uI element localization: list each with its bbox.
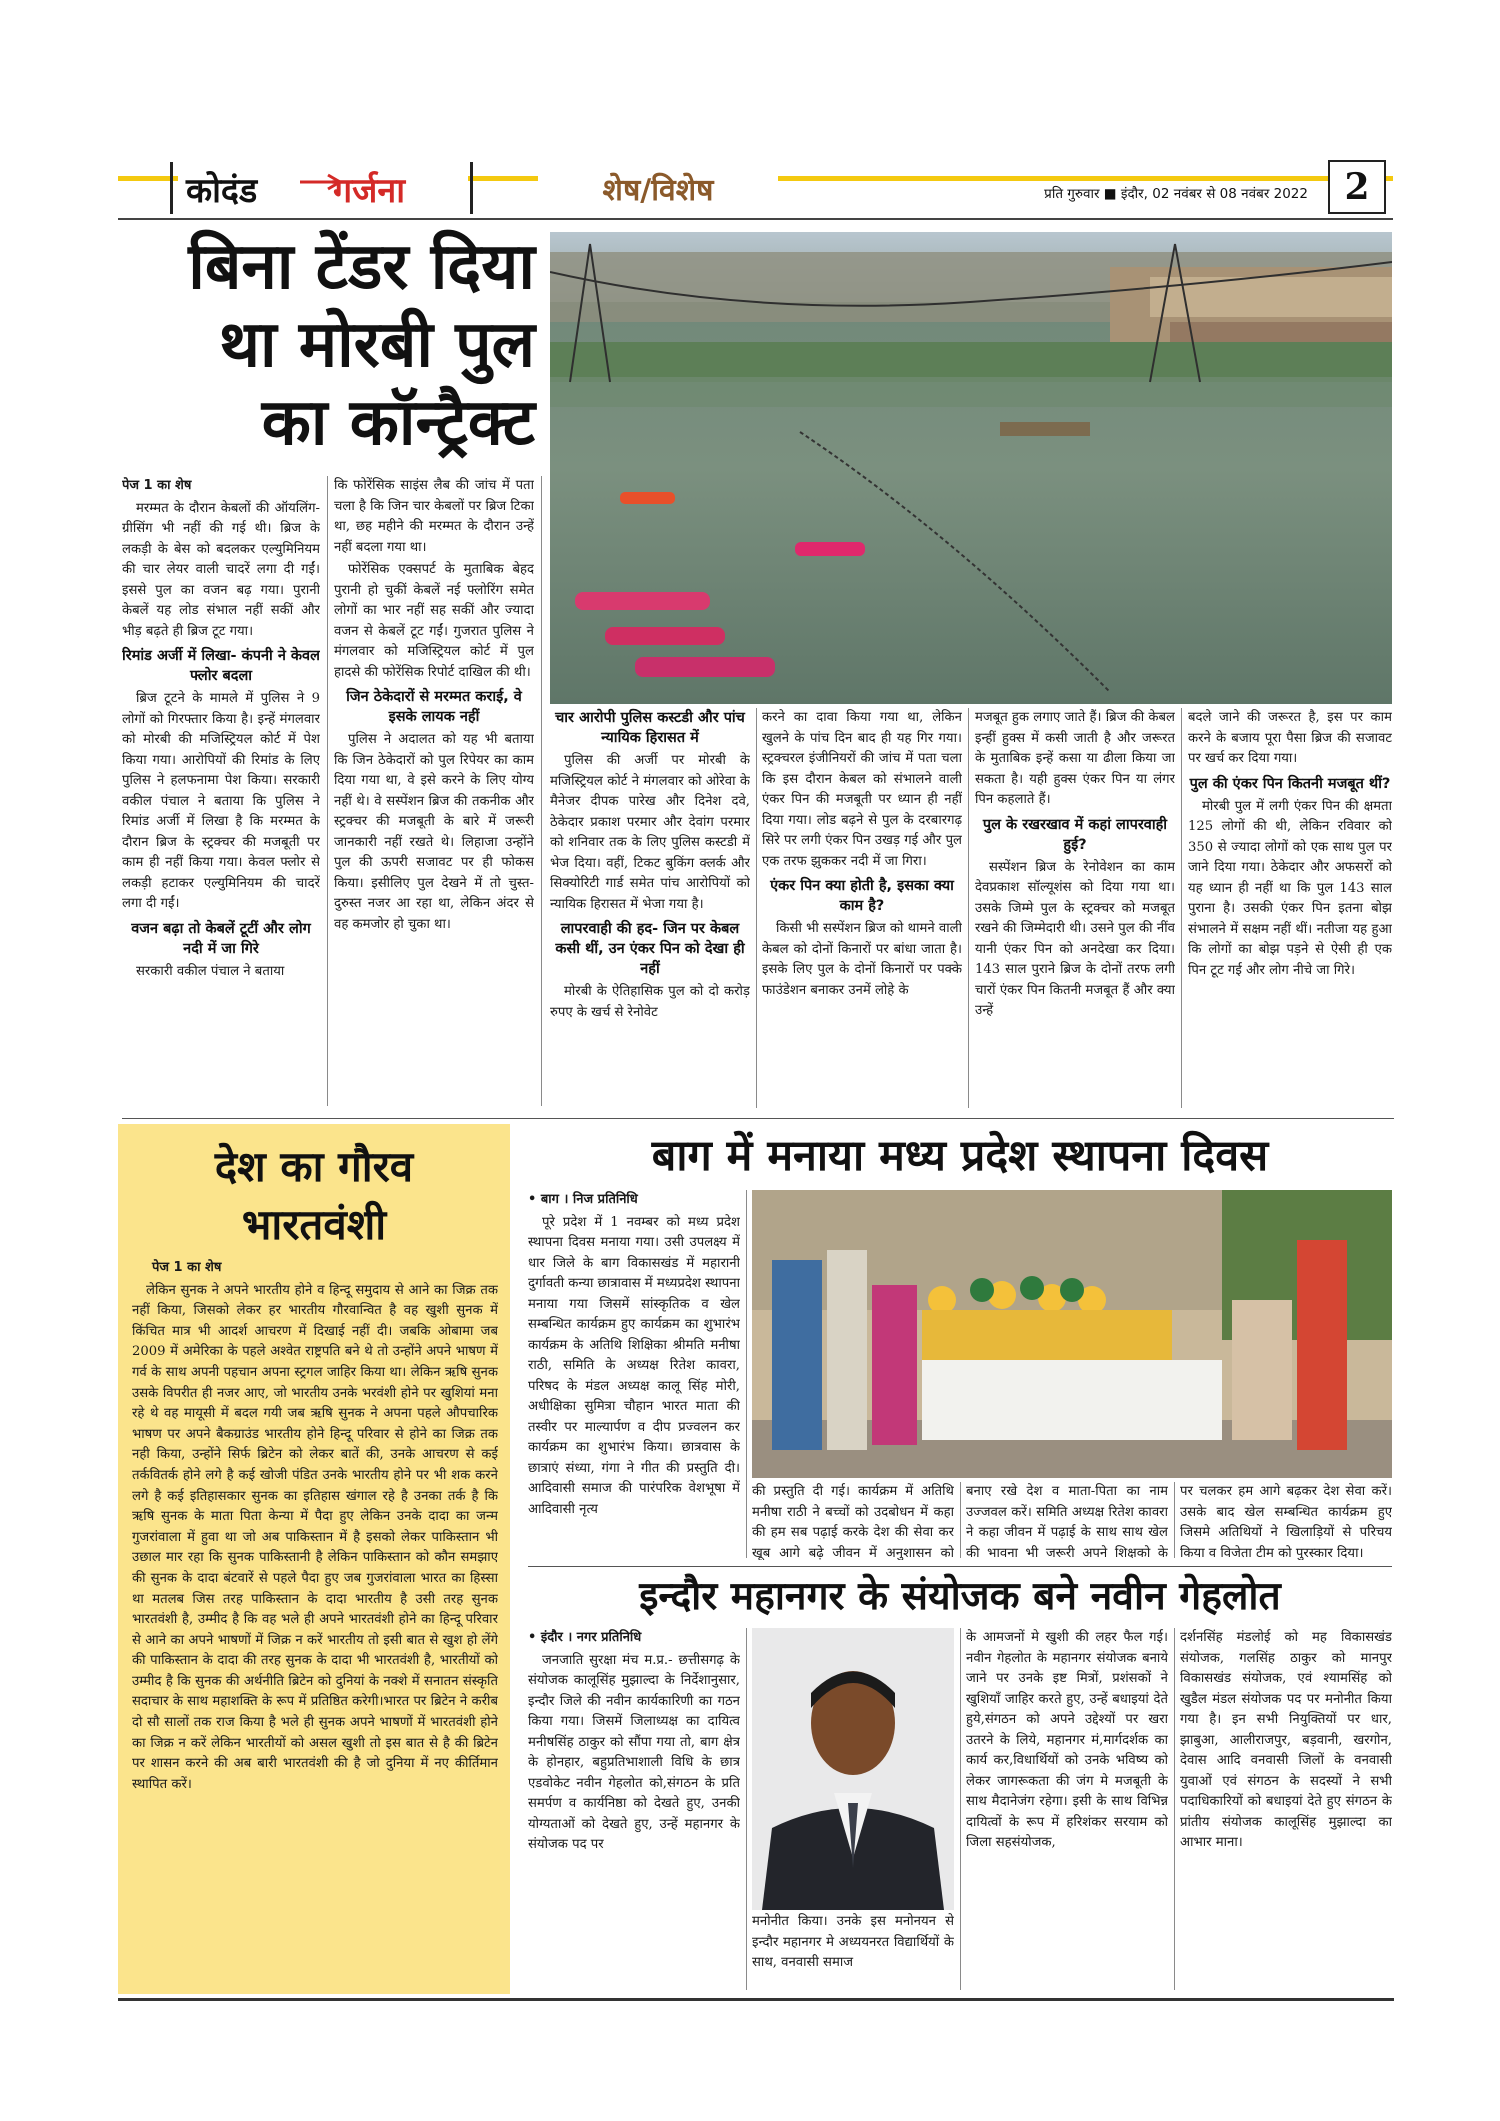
gaurav-kicker: पेज 1 का शेष [152,1260,222,1275]
bag-column-2 [752,1482,954,1560]
morbi-col5-para-1: मजबूत हुक लगाए जाते हैं। ब्रिज की केबल इन्हीं हुक्स में कसी जाती है और जरूरत के मुताबिक इन्हें कसा या ढीला किया जा सकता है। यही हुक्स एंकर पिन या लंगर पिन कहलाते हैं। [975,710,1175,807]
bag-col4-text: पर चलकर हम आगे बढ़कर देश सेवा करें। उसके बाद खेल सम्बन्धित कार्यक्रम हुए जिसमे अतिथियों ने खिलाड़ियों से परिचय किया व विजेता टीम को पुरस्कार दिया। [1180,1484,1392,1560]
masthead-bottom-rule [118,218,1393,220]
morbi-kicker: पेज 1 का शेष [122,478,192,493]
morbi-col2-para-3: पुलिस ने अदालत को यह भी बताया कि जिन ठेकेदारों को पुल रिपेयर का काम दिया गया था, वे इसे करने के लिए योग्य नहीं थे। वे सस्पेंशन ब्रिज की तकनीक और स्ट्रक्चर की मजबूती के बारे में जरूरी जानकारी नहीं रखते थे। लिहाजा उन्होंने पुल की ऊपरी सजावट पर ही फोकस किया। इसीलिए पुल देखने में तो चुस्त-दुरुस्त नजर आ रहा था, लेकिन अंदर से वह कमजोर हो चुका था। [334,732,534,932]
morbi-col6-para-1: बदले जाने की जरूरत है, इस पर काम करने के बजाय पूरा पैसा ब्रिज की सजावट पर खर्च कर दिया गया। [1188,710,1392,766]
morbi-col5-para-2: सस्पेंशन ब्रिज के रेनोवेशन का काम देवप्रकाश सॉल्यूशंस को दिया गया था। उसके जिम्मे पुल के स्ट्रक्चर को मजबूत रखने की जिम्मेदारी थी। उसने पुल की नींव यानी एंकर पिन को अनदेखा कर दिया। 143 साल पुराने ब्रिज के दोनों तरफ लगी चारों एंकर पिन कितनी मजबूत हैं और क्या उन्हें [975,859,1175,1018]
bag-bottom-rule [528,1566,1392,1567]
morbi-col4-para-1: करने का दावा किया गया था, लेकिन खुलने के पांच दिन बाद ही यह गिर गया। स्ट्रक्चरल इंजीनियरों की जांच में पता चला कि इस दौरान केबल को संभालने वाली एंकर पिन की मजबूती पर ध्यान ही नहीं दिया गया। लोड बढ़ने से पुल के दरबारगढ़ सिरे पर लगी एंकर पिन उखड़ गई और पुल एक तरफ झुककर नदी में जा गिरा। [762,710,962,869]
morbi-col2-para-2: फोरेंसिक एक्सपर्ट के मुताबिक बेहद पुरानी हो चुकीं केबलें नई फ्लोरिंग समेत लोगों का भार नहीं सह सकीं और ज्यादा वजन से केबलें टूट गईं। गुजरात पुलिस ने मंगलवार को मजिस्ट्रियल कोर्ट में पुल हादसे की फोरेंसिक रिपोर्ट दाखिल की थी। [334,562,534,680]
indore-column-2 [752,1912,954,1992]
gaurav-box [118,1124,510,1994]
morbi-column-4 [762,708,962,1114]
morbi-subhead-contractors: जिन ठेकेदारों से मरम्मत कराई, वे इसके लायक नहीं [346,689,522,725]
morbi-headline-line-3: का कॉन्ट्रैक्ट [261,385,535,460]
bag-col-rule-3 [1174,1482,1175,1558]
logo-divider-right [470,162,473,214]
morbi-subhead-custody: चार आरोपी पुलिस कस्टडी और पांच न्यायिक हिरासत में [555,710,745,746]
logo-text-right: गर्जना [333,171,406,211]
morbi-subhead-pin-strength: पुल की एंकर पिन कितनी मजबूत थीं? [1189,775,1391,792]
morbi-subhead-remand: रिमांड अर्जी में लिखा- कंपनी ने केवल फ्लोर बदला [122,648,320,684]
indore-byline: • इंदौर । नगर प्रतिनिधि [528,1630,642,1645]
morbi-col6-para-2: मोरबी पुल में लगी एंकर पिन की क्षमता 125 लोगों की थी, लेकिन रविवार को 350 से ज्यादा लोगों को एक साथ पुल पर जाने दिया गया। ठेकेदार और अफसरों को यह ध्यान ही नहीं था कि पुल 143 साल पुराना है। उसकी एंकर पिन इतना बोझ संभालने में सक्षम नहीं थीं। नतीजा यह हुआ कि लोगों का बोझ पड़ने से ऐसी ही एक पिन टूट गई और लोग नीचे जा गिरे। [1188,798,1392,978]
bag-headline: बाग में मनाया मध्य प्रदेश स्थापना दिवस [651,1131,1269,1181]
page-number-box [1328,160,1386,214]
morbi-subhead-maintenance: पुल के रखरखाव में कहां लापरवाही हुई? [982,816,1168,853]
section-title: शेष/विशेष [538,168,778,212]
dateline: प्रति गुरुवार ■ इंदौर, 02 नवंबर से 08 नवंबर 2022 [838,184,1308,206]
gaurav-headline-line-1: देश का गौरव [214,1142,414,1191]
masthead [118,160,1393,220]
logo-divider-left [170,162,173,214]
morbi-column-6 [1188,708,1392,1114]
naveen-gehlot-photo [752,1628,954,1910]
morbi-bottom-rule [122,1118,1394,1119]
indore-col4-text: दर्शनसिंह मंडलोई को मह विकासखंड संयोजक, गलसिंह ठाकुर को मानपुर विकासखंड संयोजक, एवं श्यामसिंह को खुडैल मंडल संयोजक पद पर मनोनीत किया गया है। इन सभी नियुक्तियों पर धार, झाबुआ, आलीराजपुर, बड़वानी, खरगोन, देवास आदि वनवासी जिलों के वनवासी युवाओं एवं संगठन के सदस्यों ने सभी पदाधिकारियों को बधाइयां देते हुए संगठन के प्रांतीय संयोजक कालूसिंह मुझाल्दा का आभार माना। [1180,1630,1392,1850]
bag-col-rule-1 [746,1190,747,1558]
bag-column-1 [528,1190,740,1560]
morbi-col-rule-1 [327,476,328,1106]
morbi-col-rule-2 [541,476,542,1106]
bag-byline: • बाग । निज प्रतिनिधि [528,1192,638,1207]
morbi-col-rule-3 [756,708,757,1108]
morbi-subhead-weight: वजन बढ़ा तो केबलें टूटीं और लोग नदी में जा गिरे [131,920,311,957]
bag-para-1: पूरे प्रदेश में 1 नवम्बर को मध्य प्रदेश स्थापना दिवस मनाया गया। उसी उपलक्ष्य में धार जिले के बाग विकासखंड में महारानी दुर्गावती कन्या छात्रावास में मध्यप्रदेश स्थापना मनाया गया जिसमें सांस्कृतिक व खेल सम्बन्धित कार्यक्रम हुए कार्यक्रम का शुभारंभ कार्यक्रम के अतिथि शिक्षिका श्रीमति मनीषा राठी, समिति के अध्यक्ष रितेश कावरा, परिषद के मंडल अध्यक्ष कालू सिंह मोरी, अधीक्षिका सुमित्रा चौहान भारत माता की तस्वीर पर माल्यार्पण व दीप प्रज्वलन कर कार्यक्रम का शुभारंभ किया। छात्रवास के छात्राएं संध्या, गंगा ने गीत की प्रस्तुति दी। आदिवासी समाज की पारंपरिक वेशभूषा में आदिवासी नृत्य [528,1214,740,1517]
bag-students-photo [752,1190,1392,1478]
gaurav-headline [118,1138,510,1258]
page-bottom-rule [118,1998,1394,2001]
morbi-col3-para-2: मोरबी के ऐतिहासिक पुल को दो करोड़ रुपए के खर्च से रेनोवेट [550,984,750,1020]
morbi-column-3 [550,708,750,1114]
morbi-headline-line-2: था मोरबी पुल [219,307,535,382]
gaurav-body [132,1258,498,1988]
morbi-col1-para-2: ब्रिज टूटने के मामले में पुलिस ने 9 लोगों को गिरफ्तार किया है। इन्हें मंगलवार को मोरबी की मजिस्ट्रियल कोर्ट में पेश किया गया। आरोपियों की रिमांड के लिए पुलिस ने हलफनामा पेश किया। सरकारी वकील पंचाल ने बताया कि पुलिस ने रिमांड अर्जी में लिखा है कि मरम्मत के दौरान ब्रिज के स्ट्रक्चर की मजबूती पर काम ही नहीं किया गया। केवल फ्लोर से लकड़ी हटाकर एल्युमिनियम की चादरें लगा दी गईं। [122,691,320,911]
morbi-subhead-negligence: लापरवाही की हद- जिन पर केबल कसी थीं, उन एंकर पिन को देखा ही नहीं [555,921,745,977]
morbi-col1-para-3: सरकारी वकील पंचाल ने बताया [136,963,285,979]
morbi-col-rule-5 [1181,708,1182,1108]
morbi-headline [125,228,535,463]
morbi-col-rule-4 [968,708,969,1108]
morbi-col1-para-1: मरम्मत के दौरान केबलों की ऑयलिंग-ग्रीसिंग भी नहीं की गई थी। ब्रिज के लकड़ी के बेस को बदलकर एल्युमिनियम की चार लेयर वाली चादरें लगा दी गईं। इससे पुल का वजन बढ़ गया। पुरानी केबलें यह लोड संभाल नहीं सकीं और भीड़ बढ़ते ही ब्रिज टूट गया। [122,500,320,639]
morbi-rescue-photo [550,232,1392,704]
indore-col-rule-3 [1174,1628,1175,1990]
indore-column-1 [528,1628,740,1992]
indore-headline: इन्दौर महानगर के संयोजक बने नवीन गेहलोत [639,1573,1281,1619]
bag-column-4 [1180,1482,1392,1560]
indore-column-4 [1180,1628,1392,1992]
morbi-column-1 [122,476,320,1116]
indore-col2-text: मनोनीत किया। उनके इस मनोनयन से इन्दौर महानगर मे अध्ययनरत विद्यार्थियों के साथ, वनवासी समाज [752,1914,954,1970]
bag-col2-text: की प्रस्तुति दी गई। कार्यक्रम में अतिथि मनीषा राठी ने बच्चों को उदबोधन में कहा की हम सब पढ़ाई करके देश की सेवा कर खूब आगे बढ़े जीवन में अनुशासन को [752,1484,954,1560]
morbi-headline-line-1: बिना टेंडर दिया [188,229,535,304]
logo[interactable] [178,166,468,214]
morbi-col4-para-2: किसी भी सस्पेंशन ब्रिज को थामने वाली केबल को दोनों किनारों पर बांधा जाता है। इसके लिए पुल के दोनों किनारों पर पक्के फाउंडेशन बनाकर उनमें लोहे के [762,921,962,998]
indore-col-rule-1 [746,1628,747,1990]
morbi-column-5 [975,708,1175,1114]
morbi-col2-para-1: कि फोरेंसिक साइंस लैब की जांच में पता चला है कि जिन चार केबलों पर ब्रिज टिका था, छह महीने की मरम्मत के दौरान उन्हें नहीं बदला गया था। [334,478,534,555]
morbi-column-2 [334,476,534,1116]
gaurav-headline-line-2: भारतवंशी [241,1200,387,1249]
indore-col1-text: जनजाति सुरक्षा मंच म.प्र.- छत्तीसगढ़ के संयोजक कालूसिंह मुझाल्दा के निर्देशानुसार, इन्दौर जिले की नवीन कार्यकारिणी का गठन किया गया। जिसमें जिलाध्यक्ष का दायित्व मनीषसिंह ठाकुर को सौंपा गया तो, बाग क्षेत्र के होनहार, बहुप्रतिभाशाली विधि के छात्र एडवोकेट नवीन गेहलोत को,संगठन के प्रति समर्पण व कार्यनिष्ठा को देखते हुए, उनकी योग्यताओं को देखते हुए, उन्हें महानगर के संयोजक पद पर [528,1652,740,1852]
logo-text-left: कोदंड [186,171,258,211]
bag-column-3 [966,1482,1168,1560]
morbi-col3-para-1: पुलिस की अर्जी पर मोरबी के मजिस्ट्रियल कोर्ट ने मंगलवार को ओरेवा के मैनेजर दीपक पारेख और दिनेश दवे, ठेकेदार प्रकाश परमार और देवांग परमार को शनिवार तक के लिए पुलिस कस्टडी में भेज दिया। वहीं, टिकट बुकिंग क्लर्क और सिक्योरिटी गार्ड समेत पांच आरोपियों को न्यायिक हिरासत में भेजा गया है। [550,753,750,912]
page-number: 2 [1344,166,1370,208]
bag-col3-text: बनाए रखे देश व माता-पिता का नाम उज्जवल करें। समिति अध्यक्ष रितेश कावरा ने कहा जीवन में पढ़ाई के साथ साथ खेल की भावना भी जरूरी अपने शिक्षको के [966,1484,1168,1560]
indore-col3-text: के आमजनों मे खुशी की लहर फैल गई। नवीन गेहलोत के महानगर संयोजक बनाये जाने पर उनके इष्ट मित्रों, प्रशंसकों ने खुशियाँ जाहिर करते हुए, उन्हें बधाइयां देते हुये,संगठन को अपने उद्देश्यों पर खरा उतरने के लिये, महानगर मं,मार्गदर्शक का कार्य कर,विधार्थियों को उनके भविष्य को लेकर जागरूकता की जंग मे मजबूती के साथ मैदानेजंग रहेगा। इसी के साथ विभिन्न दायित्वों के रूप में हरिशंकर सरयाम को जिला सहसंयोजक, [966,1630,1168,1850]
indore-col-rule-2 [960,1628,961,1990]
indore-column-3 [966,1628,1168,1992]
bag-col-rule-2 [960,1482,961,1558]
gaurav-body-text: लेकिन सुनक ने अपने भारतीय होने व हिन्दू समुदाय से आने का जिक्र तक नहीं किया, जिसको लेकर हर भारतीय गौरवान्वित है वह खुशी सुनक में किंचित मात्र भी आदर्श आचरण में दिखाई नहीं दी। जबकि ओबामा जब 2009 में अमेरिका के पहले अश्वेत राष्ट्रपति बने थे तो उन्होंने अपने भाषण में गर्व के साथ अपनी पहचान अपना स्ट्रगल जाहिर किया था। लेकिन ऋषि सुनक उसके विपरीत ही नजर आए, जो भारतीय उनके भरवंशी होने पर खुशियां मना रहे थे वह मायूसी में बदल गयी जब ऋषि सुनक ने अपना पहले औपचारिक भाषण पर अपने बैकग्राउंड भारतीय होने हिन्दू परिवार से होने का जिक्र तक नही किया, उन्होंने सिर्फ ब्रिटेन को लेकर बातें की, उनके आचरण से कई तर्कवितर्क होने लगे है कई खोजी पंडित उनके भारतीय होने पर भी शक करने लगे है कई इतिहासकार सुनक का इतिहास खंगाल रहे है उनका तर्क है कि ऋषि सुनक के माता पिता केन्या में पैदा हुए लेकिन उनके दादा का जन्म गुजरांवाला में हुवा था जो अब पाकिस्तान में है इसको लेकर पाकिस्तान भी उछाल मार रहा कि सुनक पाकिस्तानी है लेकिन पाकिस्तान को कौन समझाए की सुनक के दादा बंटवारें से पहले पैदा हुए जब गुजरांवाला भारत का हिस्सा था मतलब जिस तरह पाकिस्तान के दादा भारतीय है उसी तरह सुनक भारतवंशी है, उम्मीद है कि वह भले ही अपने भारतवंशी होने का हिन्दू परिवार से आने का अपने भाषणों में जिक्र न करें भारतीय तो इसी बात से खुश हो लेंगे की पाकिस्तान के दादा की तरह सुनक के दादा भी भारतवंशी है, भारतीयों को उम्मीद है कि सुनक की अर्थनीति ब्रिटेन को दुनियां के नक्शे में सनातन संस्कृति सदाचार के साथ महाशक्ति के रूप में प्रतिष्ठित करेगी।भारत पर ब्रिटेन ने करीब दो सौ सालों तक राज किया है भले ही सुनक अपने भाषणों में भारतवंशी होने का जिक्र न करें लेकिन भारतीयों को असल खुशी तो इस बात से है की ब्रिटेन पर शासन करने की अब बारी भारतवंशी की है जो दुनिया में नए कीर्तिमान स्थापित करें। [132,1282,498,1792]
morbi-subhead-anchor-pin: एंकर पिन क्या होती है, इसका क्या काम है? [770,878,954,914]
logo-arrow-icon [298,172,348,192]
